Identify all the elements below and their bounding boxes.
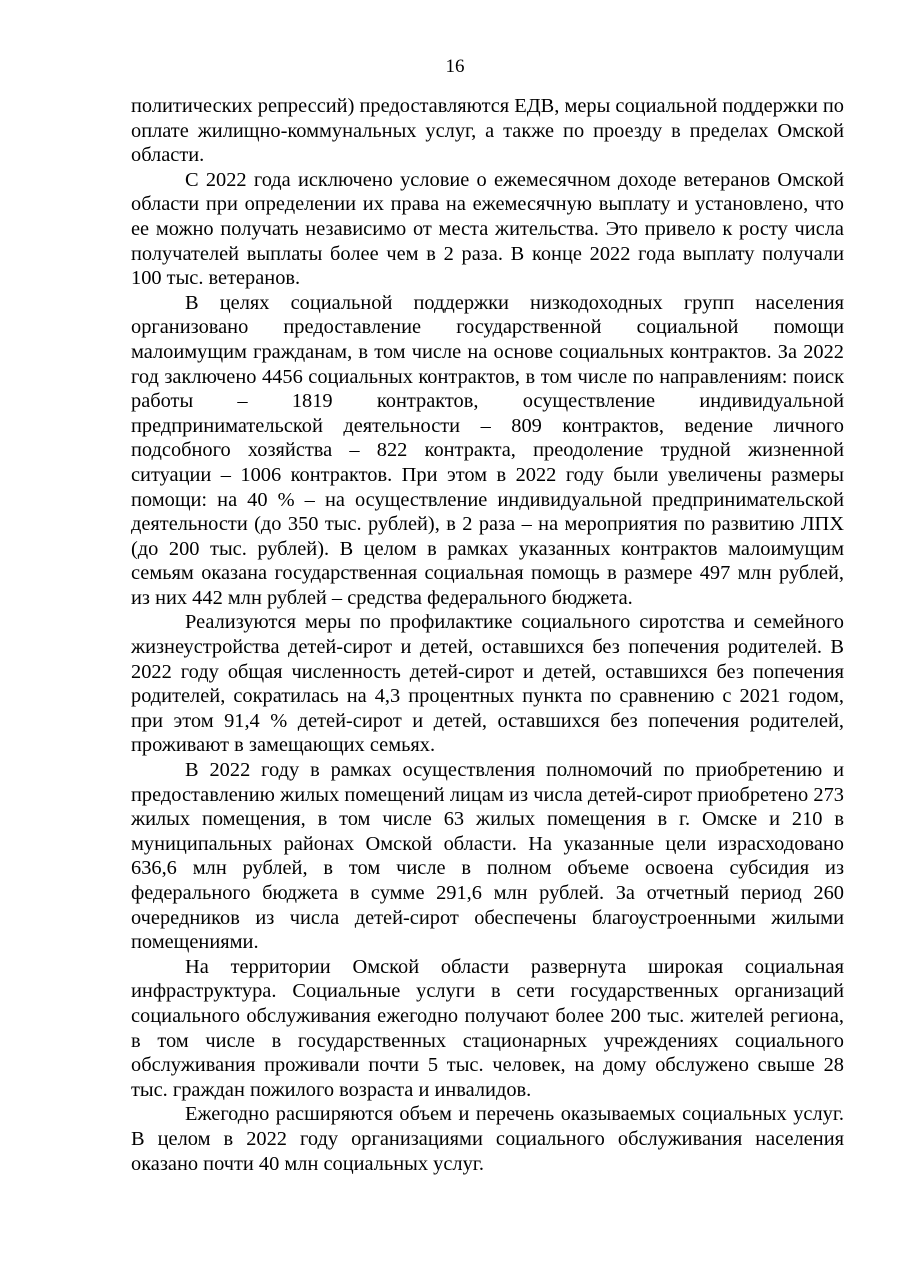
paragraph-orphan-prevention: Реализуются меры по профилактике социального сиротства и семейного жизнеустройства детей-сирот и детей, оставшихся без попечения родителей. В 2022 году общая численность детей-сирот и детей, оставшихся без попечения родителей, сократилась на 4,3 процентных пункта по сравнению с 2021 годом, при этом 91,4 % детей-сирот и детей, оставшихся без попечения родителей, проживают в замещающих семьях.	[131, 611, 844, 757]
page-number: 16	[445, 56, 465, 77]
paragraph-orphan-housing: В 2022 году в рамках осуществления полномочий по приобретению и предоставлению жилых помещений лицам из числа детей-сирот приобретено 273 жилых помещения, в том числе 63 жилых помещения в г. Омске и 210 в муниципальных районах Омской области. На указанные цели израсходовано 636,6 млн рублей, в том числе в полном объеме освоена субсидия из федерального бюджета в сумме 291,6 млн рублей. За отчетный период 260 очередников из числа детей-сирот обеспечены благоустроенными жилыми помещениями.	[131, 759, 844, 954]
paragraph-social-services: Ежегодно расширяются объем и перечень оказываемых социальных услуг. В целом в 2022 году организациями социального обслуживания населения оказано почти 40 млн социальных услуг.	[131, 1103, 844, 1175]
paragraph-veterans-payment: С 2022 года исключено условие о ежемесячном доходе ветеранов Омской области при определении их права на ежемесячную выплату и установлено, что ее можно получать независимо от места жительства. Это привело к росту числа получателей выплаты более чем в 2 раза. В конце 2022 года выплату получали 100 тыс. ветеранов.	[131, 168, 844, 290]
paragraph-social-infrastructure: На территории Омской области развернута широкая социальная инфраструктура. Социальные услуги в сети государственных организаций социального обслуживания ежегодно получают более 200 тыс. жителей региона, в том числе в государственных стационарных учреждениях социального обслуживания проживали почти 5 тыс. человек, на дому обслужено свыше 28 тыс. граждан пожилого возраста и инвалидов.	[131, 955, 844, 1101]
document-body	[131, 94, 844, 1176]
paragraph-continuation: политических репрессий) предоставляются ЕДВ, меры социальной поддержки по оплате жилищно-коммунальных услуг, а также по проезду в пределах Омской области.	[131, 95, 844, 167]
paragraph-social-contracts: В целях социальной поддержки низкодоходных групп населения организовано предоставление государственной социальной помощи малоимущим гражданам, в том числе на основе социальных контрактов. За 2022 год заключено 4456 социальных контрактов, в том числе по направлениям: поиск работы – 1819 контрактов, осуществление индивидуальной предпринимательской деятельности – 809 контрактов, ведение личного подсобного хозяйства – 822 контракта, преодоление трудной жизненной ситуации – 1006 контрактов. При этом в 2022 году были увеличены размеры помощи: на 40 % – на осуществление индивидуальной предпринимательской деятельности (до 350 тыс. рублей), в 2 раза – на мероприятия по развитию ЛПХ (до 200 тыс. рублей). В целом в рамках указанных контрактов малоимущим семьям оказана государственная социальная помощь в размере 497 млн рублей, из них 442 млн рублей – средства федерального бюджета.	[131, 291, 844, 609]
